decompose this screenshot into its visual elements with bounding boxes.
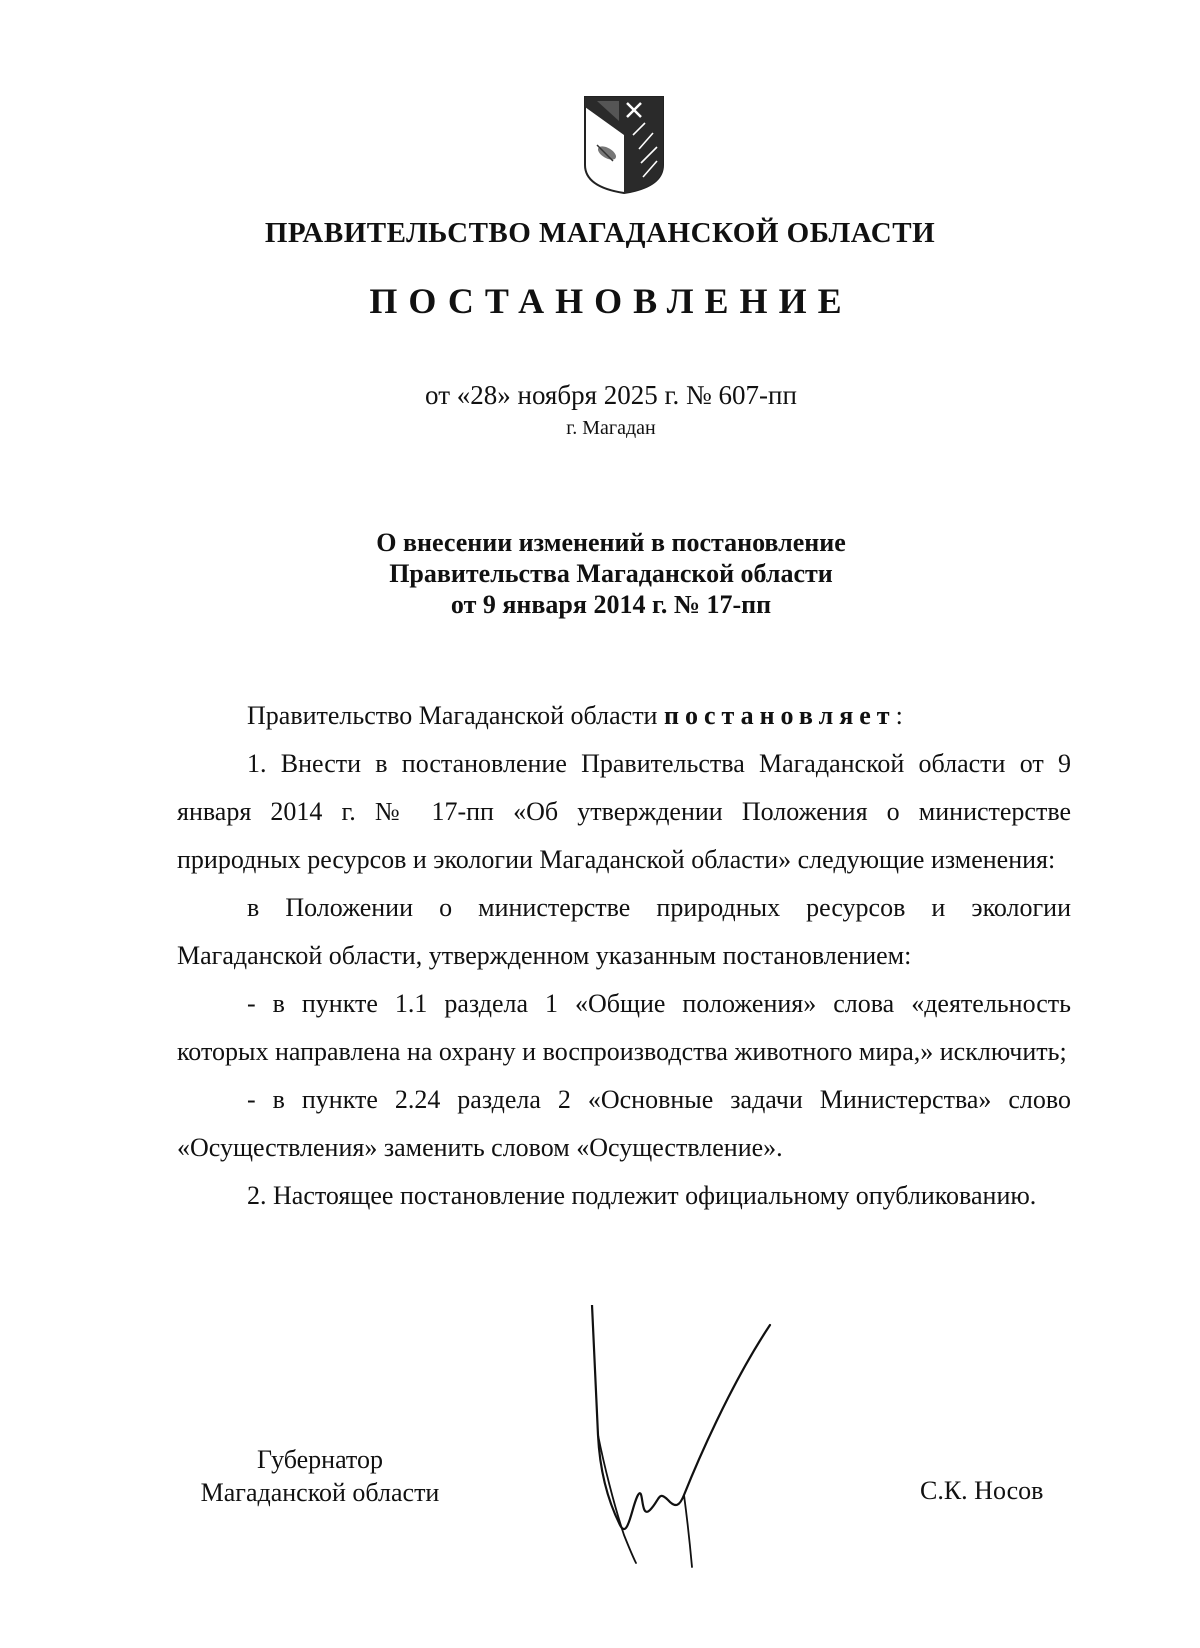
intro-paragraph: [177, 692, 1071, 740]
signatory-position: [180, 1443, 460, 1509]
document-date-number: от «28» ноября 2025 г. № 607-пп: [425, 380, 797, 410]
intro-prefix: Правительство Магаданской области: [247, 701, 658, 730]
position-line-1: Губернатор: [257, 1445, 383, 1474]
paragraph-3: - в пункте 1.1 раздела 1 «Общие положения» слова «деятельность которых направлена на охрану и воспроизводства животного мира,» исключить;: [177, 989, 1071, 1066]
document-city: г. Магадан: [566, 417, 656, 439]
intro-verb: постановляет: [663, 701, 896, 730]
handwritten-signature: [580, 1305, 820, 1575]
government-name: ПРАВИТЕЛЬСТВО МАГАДАНСКОЙ ОБЛАСТИ: [264, 217, 936, 249]
magadan-coat-of-arms-icon: [583, 95, 665, 195]
paragraph-5: 2. Настоящее постановление подлежит официальному опубликованию.: [247, 1181, 1037, 1210]
document-subject: [0, 527, 1200, 620]
paragraph-4: - в пункте 2.24 раздела 2 «Основные задачи Министерства» слово «Осуществления» заменить словом «Осуществление».: [177, 1085, 1071, 1162]
signatory-name: С.К. Носов: [920, 1476, 1044, 1505]
paragraph-2: в Положении о министерстве природных ресурсов и экологии Магаданской области, утвержденном указанным постановлением:: [177, 893, 1071, 970]
subject-line-2: Правительства Магаданской области: [389, 559, 833, 588]
document-body: [177, 692, 1071, 1220]
position-line-2: Магаданской области: [200, 1478, 440, 1507]
intro-suffix: :: [895, 701, 903, 730]
document-type: ПОСТАНОВЛЕНИЕ: [369, 281, 853, 321]
subject-line-3: от 9 января 2014 г. № 17-пп: [450, 590, 772, 619]
paragraph-1: 1. Внести в постановление Правительства Магаданской области от 9 января 2014 г. № 17-пп «Об утверждении Положения о министерстве природных ресурсов и экологии Магаданской области» следующие изменения:: [177, 749, 1071, 874]
subject-line-1: О внесении изменений в постановление: [376, 528, 846, 557]
